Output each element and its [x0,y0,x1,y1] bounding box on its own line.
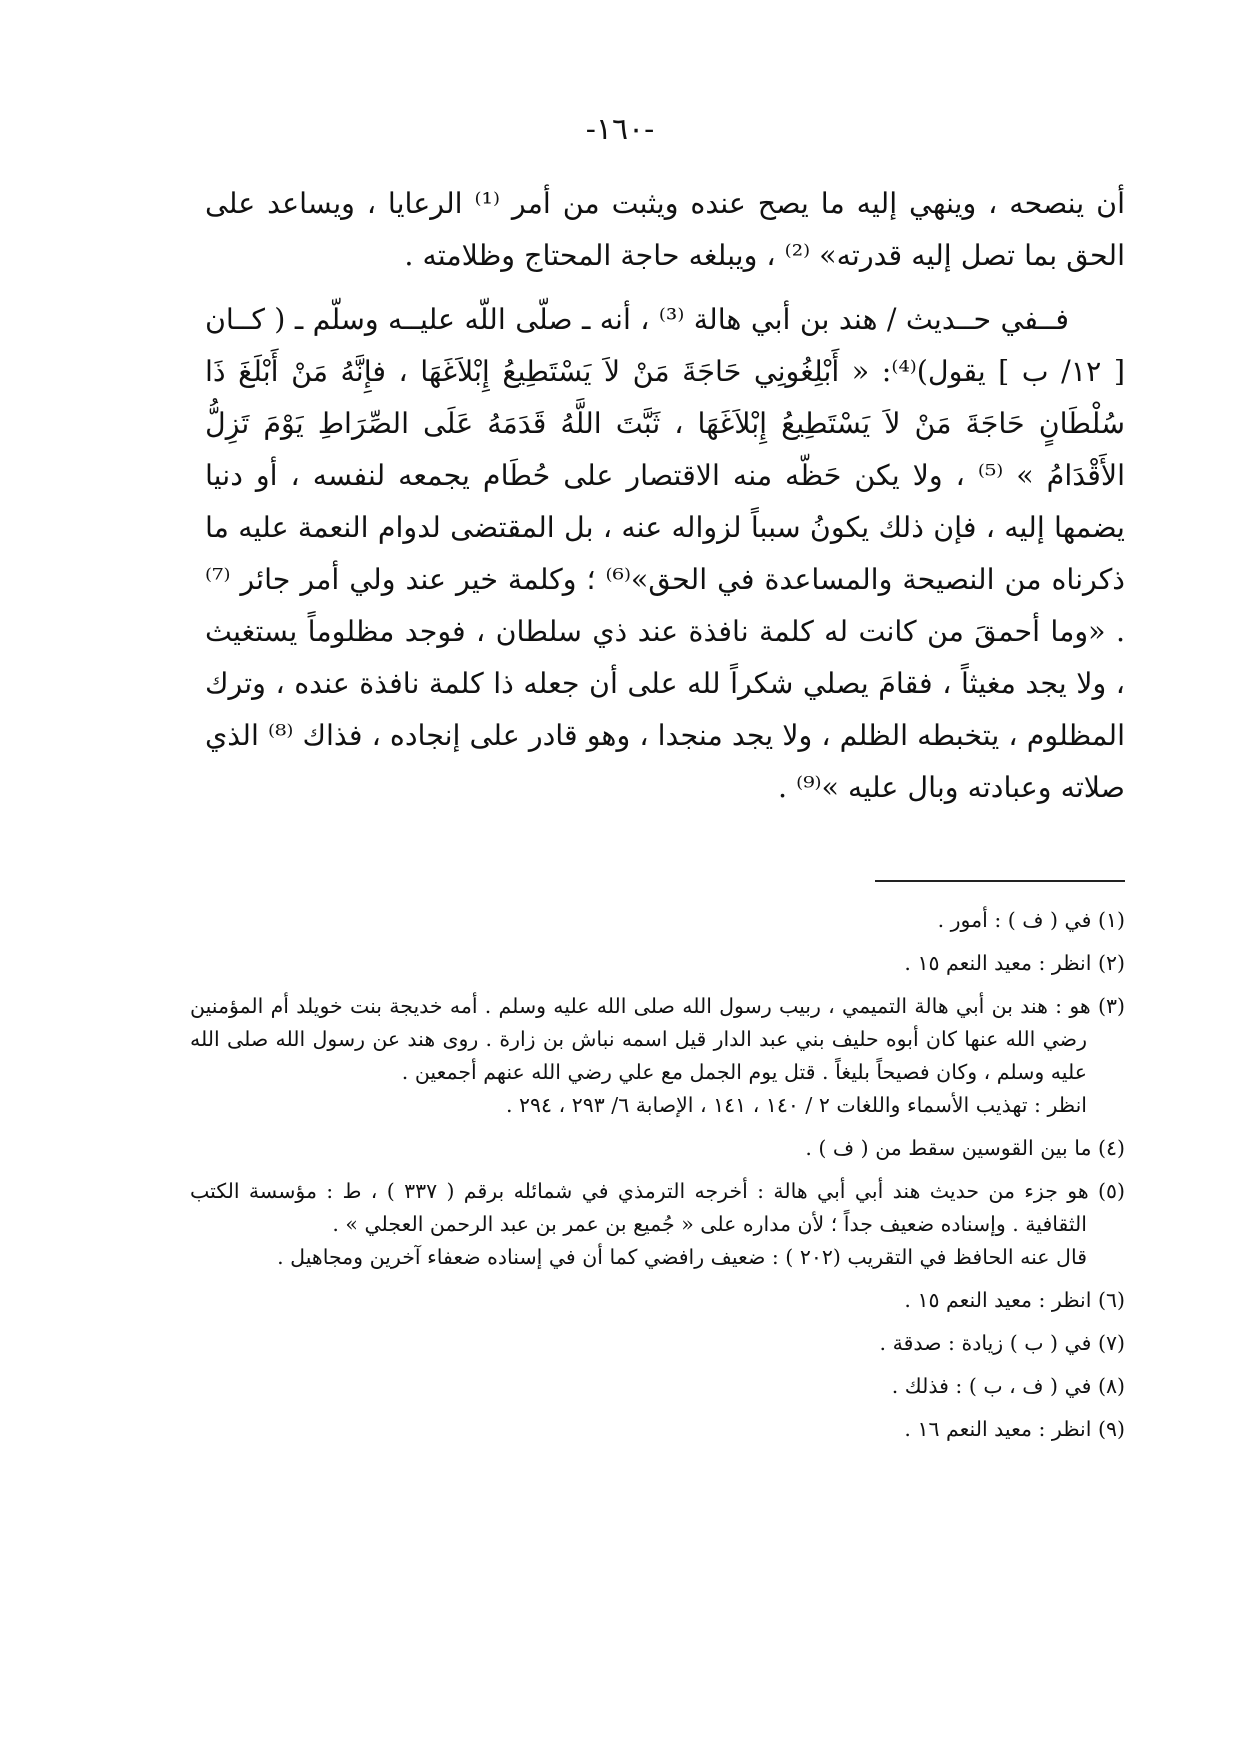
footnote-text: هو : هند بن أبي هالة التميمي ، ربيب رسول الله صلى الله عليه وسلم . أمه خديجة بنت خويلد أم المؤمنين رضي الله عنها كان أبوه حليف بني عبد الدار قيل اسمه نباش بن زارة . روى هند عن رسول الله صلى الله عليه وسلم ، وكان فصيحاً بليغاً . قتل يوم الجمل مع علي رضي الله عنهم أجمعين . [190,994,1091,1084]
footnote-text: هو جزء من حديث هند أبي أبي هالة : أخرجه الترمذي في شمائله برقم ( ٣٣٧ ) ، ط : مؤسسة الكتب الثقافية . وإسناده ضعيف جداً ؛ لأن مداره على « جُميع بن عمر بن عبد الرحمن العجلي » . [190,1179,1089,1236]
footnote [190,1132,1125,1165]
footnote [190,990,1125,1122]
footnote-text: انظر : معيد النعم ١٥ . [904,951,1092,975]
footnote-text: انظر : معيد النعم ١٥ . [904,1288,1092,1312]
footnote-number: (٤) [1097,1136,1125,1160]
footnote-text: ما بين القوسين سقط من ( ف ) . [805,1136,1092,1160]
main-text [205,178,1125,826]
footnote-divider [875,880,1125,882]
footnote-text: في ( ف ) : أمور . [937,908,1092,932]
footnote-reference: قال عنه الحافظ في التقريب (٢٠٢ ) : ضعيف رافضي كما أن في إسناده ضعفاء آخرين ومجاهيل . [277,1245,1087,1269]
footnote [190,947,1125,980]
footnote [190,1175,1125,1274]
footnote-number: (٧) [1097,1331,1125,1355]
footnote-text: انظر : معيد النعم ١٦ . [904,1417,1092,1441]
footnote [190,1370,1125,1403]
footnote-number: (٨) [1097,1374,1125,1398]
paragraph: أن ينصحه ، وينهي إليه ما يصح عنده ويثبت من أمر ⁽¹⁾ الرعايا ، ويساعد على الحق بما تصل إليه قدرته» ⁽²⁾ ، ويبلغه حاجة المحتاج وظلامته . [205,187,1125,272]
footnote-number: (١) [1097,908,1125,932]
footnote-text: في ( ف ، ب ) : فذلك . [891,1374,1092,1398]
footnote-number: (٥) [1097,1179,1125,1203]
page-number: -١٦٠- [585,112,655,147]
footnote-reference: انظر : تهذيب الأسماء واللغات ٢ / ١٤٠ ، ١٤١ ، الإصابة ٦/ ٢٩٣ ، ٢٩٤ . [505,1093,1087,1117]
footnote-number: (٦) [1097,1288,1125,1312]
footnote-number: (٩) [1097,1417,1125,1441]
footnote [190,1413,1125,1446]
footnote-number: (٢) [1097,951,1125,975]
footnote-number: (٣) [1097,994,1125,1018]
paragraph: فــفي حــديث / هند بن أبي هالة ⁽³⁾ ، أنه ـ صلّى اللّه عليــه وسلّم ـ ( كــان [ ١٢/ ب ] يقول)⁽⁴⁾: « أَبْلِغُونِي حَاجَةَ مَنْ لاَ يَسْتَطِيعُ إِبْلاَغَهَا ، فإِنَّهُ مَنْ أَبْلَغَ ذَا سُلْطَانٍ حَاجَةَ مَنْ لاَ يَسْتَطِيعُ إِبْلاَغَهَا ، ثَبَّتَ اللَّهُ قَدَمَهُ عَلَى الصِّرَاطِ يَوْمَ تَزِلُّ الأَقْدَامُ » ⁽⁵⁾ ، ولا يكن حَظّه منه الاقتصار على حُطَام يجمعه لنفسه ، أو دنيا يضمها إليه ، فإن ذلك يكونُ سبباً لزواله عنه ، بل المقتضى لدوام النعمة عليه ما ذكرناه من النصيحة والمساعدة في الحق»⁽⁶⁾ ؛ وكلمة خير عند ولي أمر جائر ⁽⁷⁾ . «وما أحمقَ من كانت له كلمة نافذة عند ذي سلطان ، فوجد مظلوماً يستغيث ، ولا يجد مغيثاً ، فقامَ يصلي شكراً لله على أن جعله ذا كلمة نافذة عنده ، وترك المظلوم ، يتخبطه الظلم ، ولا يجد منجدا ، وهو قادر على إنجاده ، فذاك ⁽⁸⁾ الذي صلاته وعبادته وبال عليه »⁽⁹⁾ . [205,303,1125,804]
footnote [190,1284,1125,1317]
footnotes [190,904,1125,1456]
footnote [190,904,1125,937]
footnote [190,1327,1125,1360]
footnote-text: في ( ب ) زيادة : صدقة . [879,1331,1092,1355]
